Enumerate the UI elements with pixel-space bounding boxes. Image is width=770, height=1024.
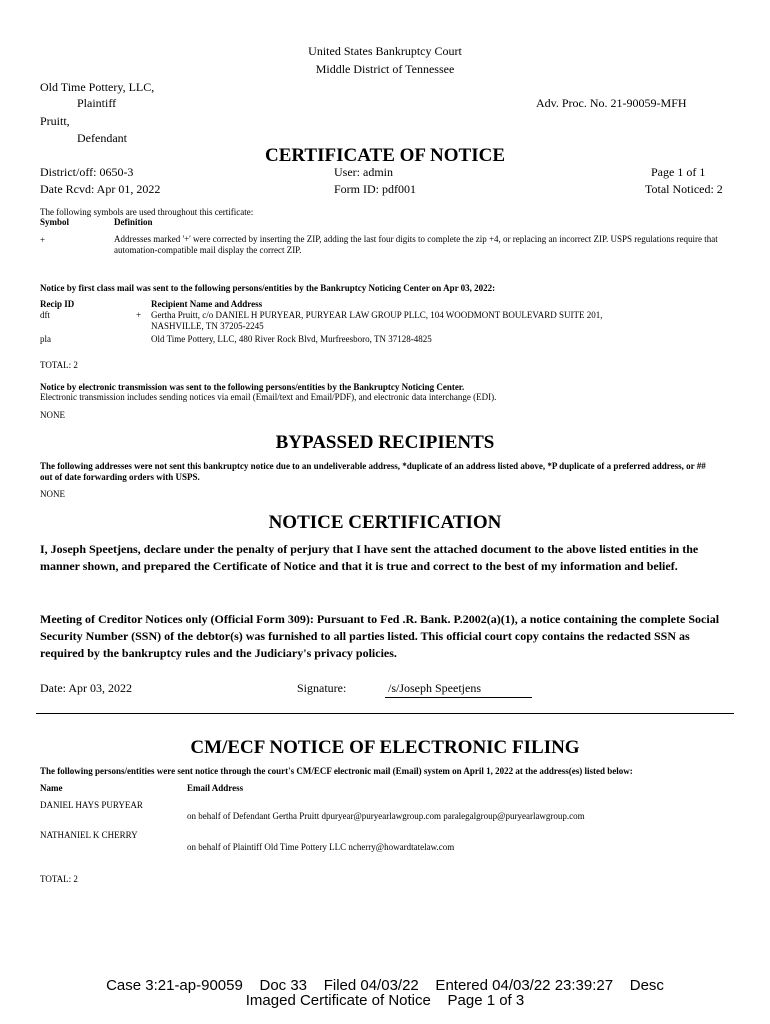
electronic-notice-none: NONE xyxy=(40,410,65,420)
case-number: Adv. Proc. No. 21-90059-MFH xyxy=(536,96,687,110)
recipient-column-header: Recipient Name and Address xyxy=(151,299,263,309)
cmecf-intro: The following persons/entities were sent notice through the court's CM/ECF electronic mail (Email) system on April 1, 2022 at the address(es) listed below: xyxy=(40,766,633,776)
case-stamp-line: Case 3:21-ap-90059 Doc 33 Filed 04/03/22 Entered 04/03/22 23:39:27 Desc xyxy=(106,977,664,994)
date-received: Date Rcvd: Apr 01, 2022 xyxy=(40,182,161,196)
page-indicator: Page 1 of 1 xyxy=(651,165,706,179)
electronic-notice-heading: Notice by electronic transmission was sent to the following persons/entities by the Bankruptcy Noticing Center. xyxy=(40,382,465,392)
recip-id-column-header: Recip ID xyxy=(40,299,75,309)
bypassed-title: BYPASSED RECIPIENTS xyxy=(275,432,495,453)
recipient-id: dft xyxy=(40,310,50,320)
cmecf-recipient-name: DANIEL HAYS PURYEAR xyxy=(40,800,143,810)
district-office: District/off: 0650-3 xyxy=(40,165,134,179)
total-noticed: Total Noticed: 2 xyxy=(645,182,723,196)
cmecf-title: CM/ECF NOTICE OF ELECTRONIC FILING xyxy=(190,737,580,758)
signature-line xyxy=(385,697,532,698)
recipient-id: pla xyxy=(40,334,51,344)
court-name: United States Bankruptcy Court xyxy=(308,44,462,58)
form-id: Form ID: pdf001 xyxy=(334,182,416,196)
recipient-address-line: Old Time Pottery, LLC, 480 River Rock Blvd, Murfreesboro, TN 37128-4825 xyxy=(151,334,432,344)
certification-declaration: I, Joseph Speetjens, declare under the penalty of perjury that I have sent the attached document to the above listed entities in the manner shown, and prepared the Certificate of Notice and that it is true and correct to the best of my information and belief. xyxy=(40,542,699,573)
signature: /s/Joseph Speetjens xyxy=(388,681,481,695)
user: User: admin xyxy=(334,165,393,179)
symbol-column-header: Symbol xyxy=(40,217,70,227)
bypassed-none: NONE xyxy=(40,489,65,499)
section-divider xyxy=(36,713,734,714)
court-district: Middle District of Tennessee xyxy=(315,62,455,76)
recipient-address-line: NASHVILLE, TN 37205-2245 xyxy=(151,321,264,331)
symbols-intro: The following symbols are used throughout this certificate: xyxy=(40,207,254,217)
definition-column-header: Definition xyxy=(114,217,153,227)
signature-label: Signature: xyxy=(297,681,347,695)
certification-title: NOTICE CERTIFICATION xyxy=(268,512,502,533)
case-stamp-line: Imaged Certificate of Notice Page 1 of 3 xyxy=(245,992,525,1009)
defendant-name: Pruitt, xyxy=(40,114,70,128)
cmecf-recipient-email: on behalf of Plaintiff Old Time Pottery LLC ncherry@howardtatelaw.com xyxy=(187,842,455,852)
mail-notice-heading: Notice by first class mail was sent to the following persons/entities by the Bankruptcy Noticing Center on Apr 03, 2022: xyxy=(40,283,496,293)
ssn-notice: Meeting of Creditor Notices only (Official Form 309): Pursuant to Fed .R. Bank. P.2002(a)(1), a notice containing the complete Social Security Number (SSN) of the debtor(s) was furnished to all parties listed. This official court copy contains the redacted SSN as required by the bankruptcy rules and the Judiciary's privacy policies. xyxy=(40,612,720,660)
mail-total: TOTAL: 2 xyxy=(40,360,78,370)
email-column-header: Email Address xyxy=(187,783,244,793)
cmecf-total: TOTAL: 2 xyxy=(40,874,78,884)
plus-definition: Addresses marked '+' were corrected by inserting the ZIP, adding the last four digits to complete the zip +4, or replacing an incorrect ZIP. USPS regulations require that automation-compatible mail display the correct ZIP. xyxy=(114,234,718,255)
electronic-notice-sub: Electronic transmission includes sending notices via email (Email/text and Email/PDF), and electronic data interchange (EDI). xyxy=(40,392,497,402)
certification-date: Date: Apr 03, 2022 xyxy=(40,681,132,695)
recipient-address-line: Gertha Pruitt, c/o DANIEL H PURYEAR, PURYEAR LAW GROUP PLLC, 104 WOODMONT BOULEVARD SUITE 201, xyxy=(151,310,603,320)
defendant-role: Defendant xyxy=(77,131,127,145)
plaintiff-name: Old Time Pottery, LLC, xyxy=(40,80,155,94)
bypassed-text: The following addresses were not sent this bankruptcy notice due to an undeliverable address, *duplicate of an address listed above, *P duplicate of a preferred address, or ## out of date forwarding orders with USPS. xyxy=(40,461,706,482)
corrected-address-mark: + xyxy=(136,310,142,320)
cmecf-recipient-email: on behalf of Defendant Gertha Pruitt dpuryear@puryearlawgroup.com paralegalgroup@puryearlawgroup.com xyxy=(187,811,585,821)
cmecf-recipient-name: NATHANIEL K CHERRY xyxy=(40,830,138,840)
name-column-header: Name xyxy=(40,783,63,793)
plus-symbol: + xyxy=(40,235,46,245)
plaintiff-role: Plaintiff xyxy=(77,96,117,110)
page-title: CERTIFICATE OF NOTICE xyxy=(264,145,506,166)
